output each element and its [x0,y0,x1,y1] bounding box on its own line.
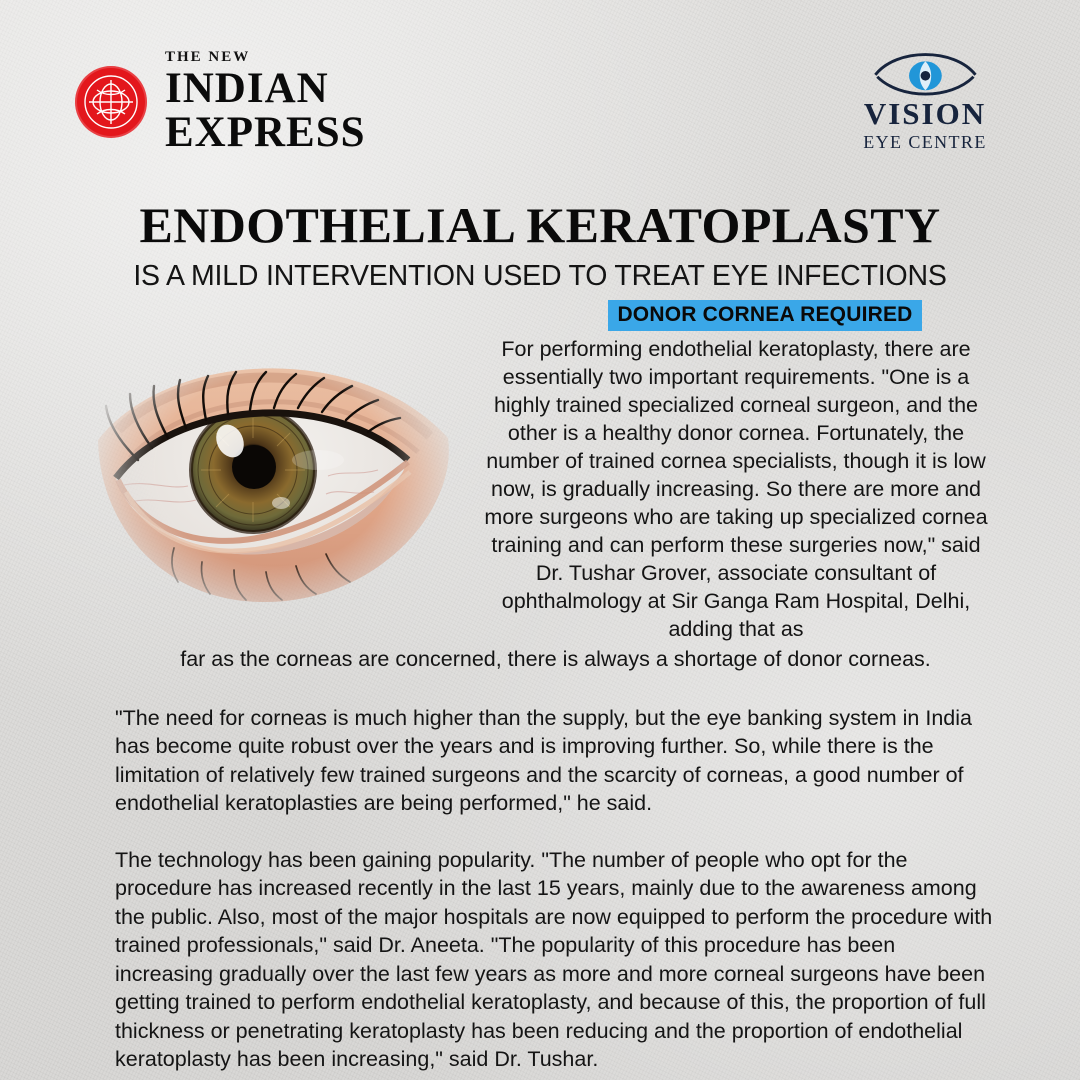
partner-subtitle: EYE CENTRE [863,132,987,152]
tnie-emblem-icon [75,66,147,138]
header [0,44,1080,164]
paragraph-2-text: "The need for corneas is much higher than the supply, but the eye banking system in India has become quite robust over the years and is improving further. So, while there is the limitation of relatively few trained surgeons and the scarcity of corneas, a good number of endothelial keratoplasties are being performed," he said. [115,705,972,815]
article-paragraph-3 [115,846,996,1074]
publisher-masthead [75,50,366,155]
paragraph-1-text: For performing endothelial keratoplasty, there are essentially two important requirements. "One is a highly trained specialized corneal surgeon, and the other is a healthy donor cornea. Fortunately, the number of trained cornea specialists, though it is low now, is gradually increasing. So there are more and more surgeons who are taking up specialized cornea training and can perform these surgeries now," said Dr. Tushar Grover, associate consultant of ophthalmology at Sir Ganga Ram Hospital, Delhi, adding that as [484,337,988,641]
headline-block [0,196,1080,293]
article-content [0,300,1080,1074]
partner-logo [840,44,1010,153]
masthead-express: EXPRESS [165,108,366,156]
masthead-indian: INDIAN [165,65,329,112]
human-eye-photo [78,310,468,630]
paragraph-3-text: The technology has been gaining popularity. "The number of people who opt for the procedure has increased recently in the last 15 years, mainly due to the awareness among the public. Also, most of the major hospitals are now equipped to perform the procedure with trained professionals," said Dr. Aneeta. "The popularity of this procedure has been increasing gradually over the last few years as more and more corneal surgeons have been getting trained to perform endothelial keratoplasty, and because of this, the proportion of full thickness or penetrating keratoplasty has been reducing and the proportion of endothelial keratoplasty has been increasing," said Dr. Tushar. [115,847,993,1071]
page-subtitle: IS A MILD INTERVENTION USED TO TREAT EYE INFECTIONS [133,260,947,292]
paragraph-1-lastline-text: far as the corneas are concerned, there is always a shortage of donor corneas. [180,647,931,671]
vision-eye-logo-icon [858,44,993,96]
partner-name: VISION [863,96,987,131]
status-badge: DONOR CORNEA REQUIRED [608,300,921,331]
article-paragraph-2 [115,704,996,818]
masthead-the-new: THE NEW [165,49,251,65]
page-title: ENDOTHELIAL KERATOPLASTY [139,197,941,253]
article-paragraph-1-lastline [115,645,996,674]
